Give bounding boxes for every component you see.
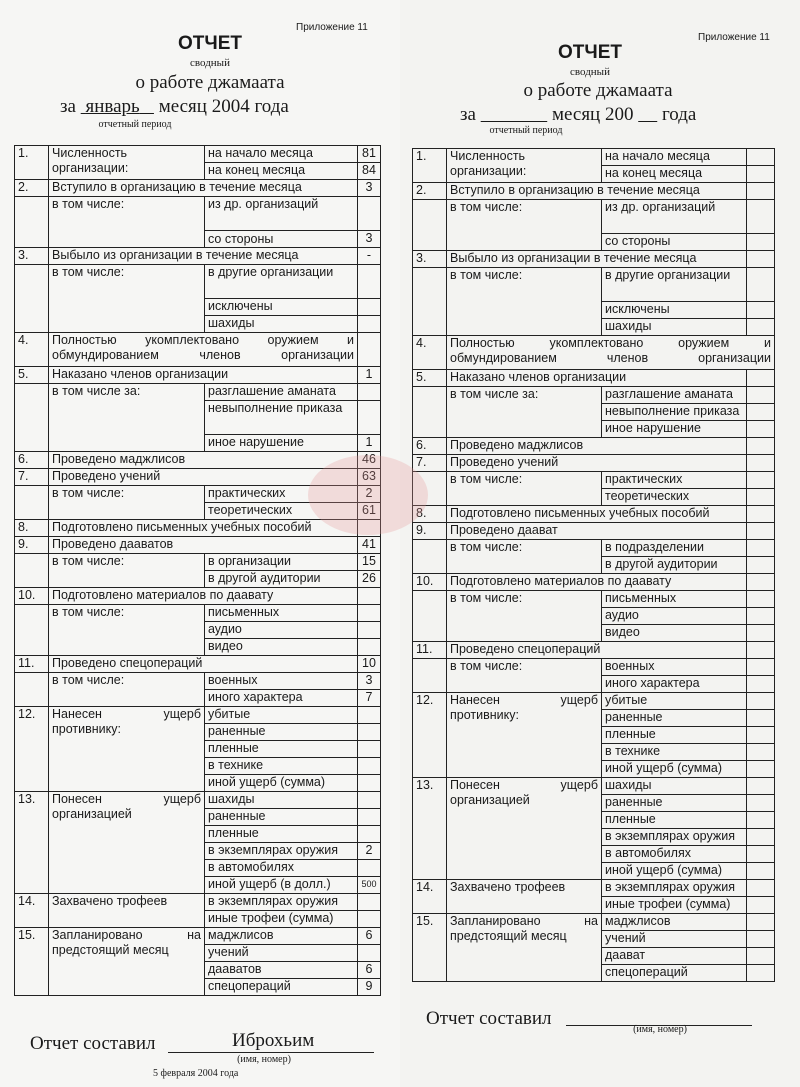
row-sublabel: видео [602, 625, 747, 642]
row-sublabel: практических [602, 472, 747, 489]
row-sublabel: иное нарушение [205, 435, 358, 452]
row-value: 7 [358, 690, 381, 707]
row-sublabel: пленные [602, 812, 747, 829]
left-signed-name: Иброхьим [232, 1030, 315, 1051]
row-sublabel: пленные [205, 826, 358, 843]
row-label: Численность организации: [49, 146, 205, 180]
row-sublabel: в автомобилях [205, 860, 358, 877]
row-sublabel: военных [602, 659, 747, 676]
left-signed-caption: (имя, номер) [237, 1054, 291, 1065]
row-sublabel: раненные [602, 795, 747, 812]
row-label: Проведено маджлисов [447, 438, 747, 455]
left-period-prefix: за [60, 96, 76, 117]
row-number: 13. [15, 792, 49, 894]
left-report-period [60, 96, 289, 118]
row-sublabel: дааватов [205, 962, 358, 979]
row-label: Захвачено трофеев [447, 880, 602, 914]
row-sublabel: иное нарушение [602, 421, 747, 438]
row-sublabel: в технике [205, 758, 358, 775]
row-value: 63 [358, 469, 381, 486]
right-period-caption: отчетный период [489, 125, 563, 136]
row-sublabel: иного характера [205, 690, 358, 707]
row-sublabel: учений [205, 945, 358, 962]
row-sublabel: иной ущерб (сумма) [205, 775, 358, 792]
right-signed-caption: (имя, номер) [633, 1024, 687, 1035]
row-sublabel: маджлисов [205, 928, 358, 945]
left-signed-underline [168, 1052, 374, 1053]
row-included-label: в том числе: [447, 200, 602, 251]
row-included-label: в том числе: [49, 265, 205, 333]
row-value: 2 [358, 843, 381, 860]
row-number: 12. [15, 707, 49, 792]
row-sublabel: в экземплярах оружия [205, 894, 358, 911]
row-included-label: в том числе: [49, 486, 205, 520]
row-sublabel: разглашение аманата [205, 384, 358, 401]
row-label-line: Запланировано на [52, 928, 201, 942]
right-report-subtitle: сводный [570, 66, 610, 78]
row-label: Наказано членов организации [49, 367, 358, 384]
right-report-period [460, 104, 696, 126]
row-sublabel: шахиды [602, 319, 747, 336]
row-label [49, 707, 205, 792]
row-included-label: в том числе: [49, 673, 205, 707]
row-sublabel: письменных [602, 591, 747, 608]
row-sublabel: теоретических [205, 503, 358, 520]
row-value: 500 [358, 877, 381, 894]
row-label: Проведено учений [49, 469, 358, 486]
row-label: Выбыло из организации в течение месяца [447, 251, 747, 268]
row-sublabel: пленные [205, 741, 358, 758]
row-sublabel: на конец месяца [205, 163, 358, 180]
row-number: 8. [15, 520, 49, 537]
row-sublabel: учений [602, 931, 747, 948]
row-sublabel: аудио [602, 608, 747, 625]
left-report-about: о работе джамаата [135, 72, 285, 93]
row-label [49, 928, 205, 996]
row-value: 6 [358, 928, 381, 945]
row-sublabel: иные трофеи (сумма) [205, 911, 358, 928]
right-period-suffix-b: года [661, 104, 697, 125]
row-label-line: Нанесен ущерб [52, 707, 201, 721]
row-sublabel: иной ущерб (сумма) [602, 863, 747, 880]
row-number: 14. [15, 894, 49, 928]
row-included-label: в том числе: [447, 268, 602, 336]
row-value: 1 [358, 367, 381, 384]
row-included-label: в том числе: [447, 540, 602, 574]
right-report-table [412, 148, 775, 982]
row-sublabel: в подразделении [602, 540, 747, 557]
row-included-label: в том числе: [447, 472, 602, 506]
row-sublabel: в технике [602, 744, 747, 761]
row-value: - [358, 248, 381, 265]
row-number: 10. [15, 588, 49, 605]
row-label [447, 914, 602, 982]
row-value: 3 [358, 231, 381, 248]
row-label: Вступило в организацию в течение месяца [447, 183, 747, 200]
row-sublabel: иной ущерб (в долл.) [205, 877, 358, 894]
row-label [49, 792, 205, 894]
left-period-value: январь [85, 96, 140, 117]
row-label: Подготовлено материалов по даавату [447, 574, 747, 591]
row-sublabel: раненные [602, 710, 747, 727]
row-label: Полностью укомплектовано оружием и обмундированием членов организации [49, 333, 358, 367]
row-sublabel: из др. организаций [602, 200, 747, 234]
row-number: 11. [15, 656, 49, 673]
row-value: 6 [358, 962, 381, 979]
row-sublabel: в другие организации [205, 265, 358, 299]
row-value: 26 [358, 571, 381, 588]
row-number: 13. [413, 778, 447, 880]
row-value: 81 [358, 146, 381, 163]
row-label-line: Понесен ущерб [450, 778, 598, 792]
row-number: 3. [15, 248, 49, 265]
right-report-about: о работе джамаата [523, 80, 673, 101]
row-number: 2. [15, 180, 49, 197]
row-label: Полностью укомплектовано оружием и обмундированием членов организации [447, 336, 775, 370]
left-report-title: ОТЧЕТ [177, 33, 242, 54]
row-sublabel: военных [205, 673, 358, 690]
row-label: Проведено учений [447, 455, 747, 472]
row-number: 3. [413, 251, 447, 268]
row-sublabel: исключены [602, 302, 747, 319]
row-sublabel: со стороны [602, 234, 747, 251]
row-number: 5. [413, 370, 447, 387]
row-label-line: предстоящий месяц [52, 943, 169, 957]
row-sublabel: невыполнение приказа [602, 404, 747, 421]
row-label-line: Запланировано на [450, 914, 598, 928]
row-label-line: противнику: [52, 722, 121, 736]
row-sublabel: убитые [602, 693, 747, 710]
row-sublabel: в организации [205, 554, 358, 571]
row-sublabel: иные трофеи (сумма) [602, 897, 747, 914]
row-sublabel: в другой аудитории [602, 557, 747, 574]
row-value: 3 [358, 673, 381, 690]
row-sublabel: спецопераций [205, 979, 358, 996]
left-period-caption: отчетный период [98, 119, 172, 130]
row-included-label: в том числе: [49, 197, 205, 231]
row-number: 8. [413, 506, 447, 523]
row-number: 14. [413, 880, 447, 914]
row-sublabel: убитые [205, 707, 358, 724]
row-included-label: в том числе: [447, 659, 602, 693]
row-label-line: противнику: [450, 708, 519, 722]
left-period-suffix: месяц 2004 года [158, 96, 289, 117]
row-sublabel: на начало месяца [205, 146, 358, 163]
left-report-date: 5 февраля 2004 года [153, 1068, 239, 1079]
row-sublabel: маджлисов [602, 914, 747, 931]
row-label: Захвачено трофеев [49, 894, 205, 928]
row-value: 84 [358, 163, 381, 180]
row-sublabel: на конец месяца [602, 166, 747, 183]
right-period-prefix: за [460, 104, 476, 125]
row-label: Выбыло из организации в течение месяца [49, 248, 358, 265]
row-included-label: в том числе: [49, 605, 205, 656]
row-number: 1. [413, 149, 447, 183]
row-number: 6. [15, 452, 49, 469]
row-number: 5. [15, 367, 49, 384]
row-number: 15. [413, 914, 447, 982]
row-label: Проведено спецопераций [447, 642, 747, 659]
row-value: 61 [358, 503, 381, 520]
row-sublabel: практических [205, 486, 358, 503]
row-number: 2. [413, 183, 447, 200]
row-included-label: в том числе: [447, 591, 602, 642]
row-sublabel: иного характера [602, 676, 747, 693]
row-sublabel: шахиды [205, 316, 358, 333]
row-number: 11. [413, 642, 447, 659]
row-value: 1 [358, 435, 381, 452]
row-label [447, 693, 602, 778]
row-sublabel: даават [602, 948, 747, 965]
row-label-line: Понесен ущерб [52, 792, 201, 806]
row-sublabel: разглашение аманата [602, 387, 747, 404]
row-value: 10 [358, 656, 381, 673]
row-value: 41 [358, 537, 381, 554]
left-report-subtitle: сводный [190, 57, 230, 69]
row-label: Проведено спецопераций [49, 656, 358, 673]
row-label: Наказано членов организации [447, 370, 747, 387]
row-number: 15. [15, 928, 49, 996]
row-number: 9. [15, 537, 49, 554]
row-included-label: в том числе за: [49, 384, 205, 452]
row-number: 7. [15, 469, 49, 486]
row-number: 1. [15, 146, 49, 180]
row-sublabel: пленные [602, 727, 747, 744]
row-number: 7. [413, 455, 447, 472]
row-sublabel: теоретических [602, 489, 747, 506]
row-label: Проведено даават [447, 523, 747, 540]
row-sublabel: спецопераций [602, 965, 747, 982]
row-number: 4. [413, 336, 447, 370]
right-report-title: ОТЧЕТ [557, 42, 622, 63]
row-number: 6. [413, 438, 447, 455]
row-number: 10. [413, 574, 447, 591]
row-value: 15 [358, 554, 381, 571]
row-label: Численность организации: [447, 149, 602, 183]
row-label-line: Нанесен ущерб [450, 693, 598, 707]
row-label: Вступило в организацию в течение месяца [49, 180, 358, 197]
right-period-suffix-a: месяц 200 [551, 104, 634, 125]
row-value: 3 [358, 180, 381, 197]
row-label [447, 778, 602, 880]
row-value: 9 [358, 979, 381, 996]
row-sublabel: раненные [205, 809, 358, 826]
right-appendix-label: Приложение 11 [698, 32, 770, 43]
left-appendix-label: Приложение 11 [296, 22, 368, 33]
row-label-line: предстоящий месяц [450, 929, 567, 943]
right-signed-label: Отчет составил [426, 1008, 552, 1029]
row-sublabel: видео [205, 639, 358, 656]
row-sublabel: на начало месяца [602, 149, 747, 166]
row-sublabel: исключены [205, 299, 358, 316]
row-sublabel: в другие организации [602, 268, 747, 302]
row-label: Подготовлено материалов по даавату [49, 588, 358, 605]
row-sublabel: в экземплярах оружия [602, 880, 747, 897]
row-sublabel: письменных [205, 605, 358, 622]
row-sublabel: со стороны [205, 231, 358, 248]
row-label: Проведено маджлисов [49, 452, 358, 469]
row-number: 12. [413, 693, 447, 778]
row-included-label: в том числе: [49, 554, 205, 588]
row-sublabel: в экземплярах оружия [205, 843, 358, 860]
row-sublabel: раненные [205, 724, 358, 741]
stamp-mark [308, 455, 428, 535]
row-label-line: организацией [450, 793, 530, 807]
row-included-label: в том числе за: [447, 387, 602, 438]
row-sublabel: невыполнение приказа [205, 401, 358, 435]
row-sublabel: в экземплярах оружия [602, 829, 747, 846]
row-sublabel: шахиды [205, 792, 358, 809]
left-report-table [14, 145, 381, 996]
row-value: 46 [358, 452, 381, 469]
left-signed-label: Отчет составил [30, 1033, 156, 1054]
row-sublabel: аудио [205, 622, 358, 639]
row-number: 9. [413, 523, 447, 540]
row-sublabel: из др. организаций [205, 197, 358, 231]
row-sublabel: в другой аудитории [205, 571, 358, 588]
row-value: 2 [358, 486, 381, 503]
row-sublabel: иной ущерб (сумма) [602, 761, 747, 778]
row-label: Проведено дааватов [49, 537, 358, 554]
row-sublabel: шахиды [602, 778, 747, 795]
row-label: Подготовлено письменных учебных пособий [447, 506, 747, 523]
row-label: Подготовлено письменных учебных пособий [49, 520, 358, 537]
row-label-line: организацией [52, 807, 132, 821]
row-sublabel: в автомобилях [602, 846, 747, 863]
row-number: 4. [15, 333, 49, 367]
